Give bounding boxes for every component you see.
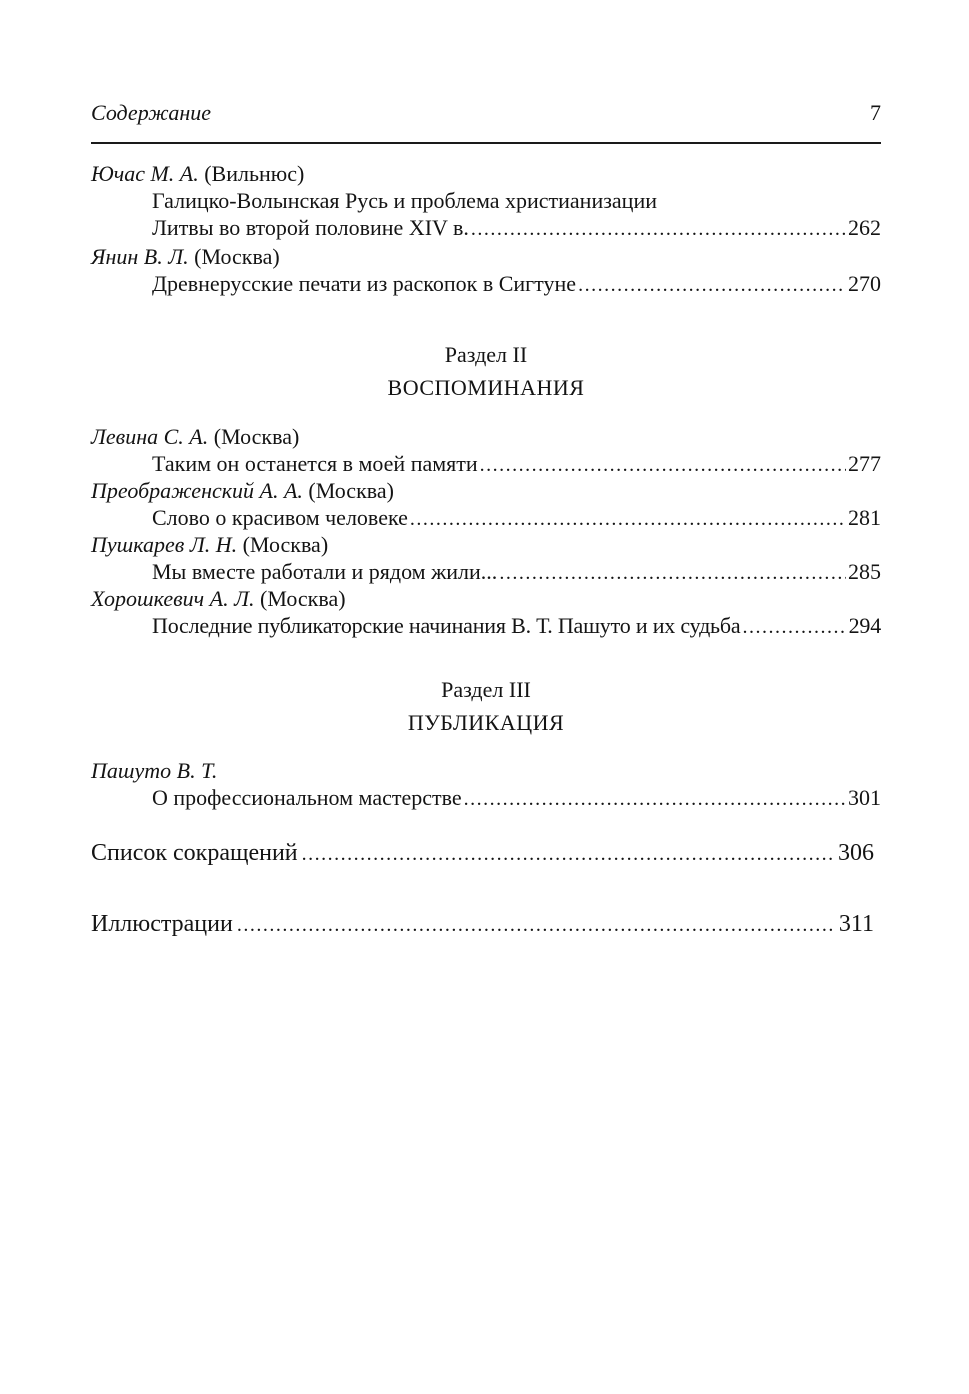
section-label: Раздел III (441, 677, 531, 702)
toc-link-abbreviations[interactable] (91, 838, 874, 869)
toc-link[interactable] (91, 270, 881, 299)
running-header (91, 100, 881, 130)
toc-link[interactable] (91, 450, 881, 479)
toc-entry (91, 160, 881, 243)
toc-entry (91, 477, 881, 533)
author-city: (Москва) (194, 244, 280, 269)
author-city: (Москва) (308, 478, 394, 503)
toc-entry (91, 757, 881, 813)
entry-page: 262 (848, 215, 881, 240)
entry-page: 277 (848, 451, 881, 476)
entry-title: Таким он останется в моей памяти (152, 451, 478, 476)
toc-link-illustrations[interactable] (91, 909, 874, 940)
author-name: Пашуто В. Т. (91, 758, 218, 783)
entry-title: Мы вместе работали и рядом жили... (152, 559, 498, 584)
entry-page: 306 (838, 840, 874, 866)
entry-title-line: Литвы во второй половине XIV в. (152, 215, 469, 240)
toc-link[interactable] (91, 612, 881, 641)
dot-leader (302, 839, 834, 869)
entry-author (91, 585, 881, 612)
entry-title: Слово о красивом человеке (152, 505, 408, 530)
author-city: (Москва) (213, 424, 300, 449)
author-name: Преображенский А. А. (91, 478, 303, 503)
toc-entry (91, 423, 881, 479)
entry-author (91, 243, 881, 270)
author-city: (Вильнюс) (204, 161, 305, 186)
entry-title-line: Галицко-Волынская Русь и проблема христианизации (152, 188, 657, 213)
section-title: ПУБЛИКАЦИЯ (407, 710, 565, 735)
entry-page: 294 (848, 613, 881, 638)
entry-page: 285 (848, 559, 881, 584)
toc-link[interactable] (91, 214, 881, 243)
entry-author (91, 423, 881, 450)
dot-leader (237, 910, 835, 940)
dot-leader (742, 614, 846, 641)
dot-leader (578, 272, 846, 299)
toc-entry (91, 585, 881, 641)
dot-leader (464, 786, 846, 813)
author-name: Янин В. Л. (91, 244, 189, 269)
entry-title: Последние публикаторские начинания В. Т. Пашуто и их судьба (152, 613, 741, 638)
toc-link[interactable] (91, 504, 881, 533)
dot-leader (471, 216, 846, 243)
section-title: ВОСПОМИНАНИЯ (387, 375, 585, 400)
toc-entry (91, 531, 881, 587)
page-number: 7 (870, 100, 881, 125)
entry-page: 270 (848, 271, 881, 296)
toc-entry (91, 243, 881, 299)
author-city: (Москва) (242, 532, 329, 557)
dot-leader (410, 506, 846, 533)
author-name: Пушкарев Л. Н. (91, 532, 238, 557)
entry-page: 301 (848, 785, 881, 810)
entry-author (91, 757, 881, 784)
entry-page: 311 (838, 911, 874, 937)
entry-author (91, 477, 881, 504)
author-name: Ючас М. А. (91, 161, 199, 186)
author-name: Хорошкевич А. Л. (91, 586, 255, 611)
dot-leader (480, 452, 846, 479)
entry-title: Список сокращений (91, 840, 298, 866)
entry-title: О профессиональном мастерстве (152, 785, 462, 810)
entry-author (91, 160, 881, 187)
entry-title: Иллюстрации (91, 911, 233, 937)
author-city: (Москва) (260, 586, 346, 611)
entry-title: Древнерусские печати из раскопок в Сигтуне (152, 271, 577, 296)
author-name: Левина С. А. (91, 424, 209, 449)
toc-link[interactable] (91, 784, 881, 813)
header-rule (91, 142, 881, 144)
entry-author (91, 531, 881, 558)
running-title: Содержание (91, 100, 212, 125)
entry-page: 281 (848, 505, 881, 530)
dot-leader (499, 560, 846, 587)
toc-link[interactable] (91, 558, 881, 587)
section-label: Раздел II (444, 342, 528, 367)
